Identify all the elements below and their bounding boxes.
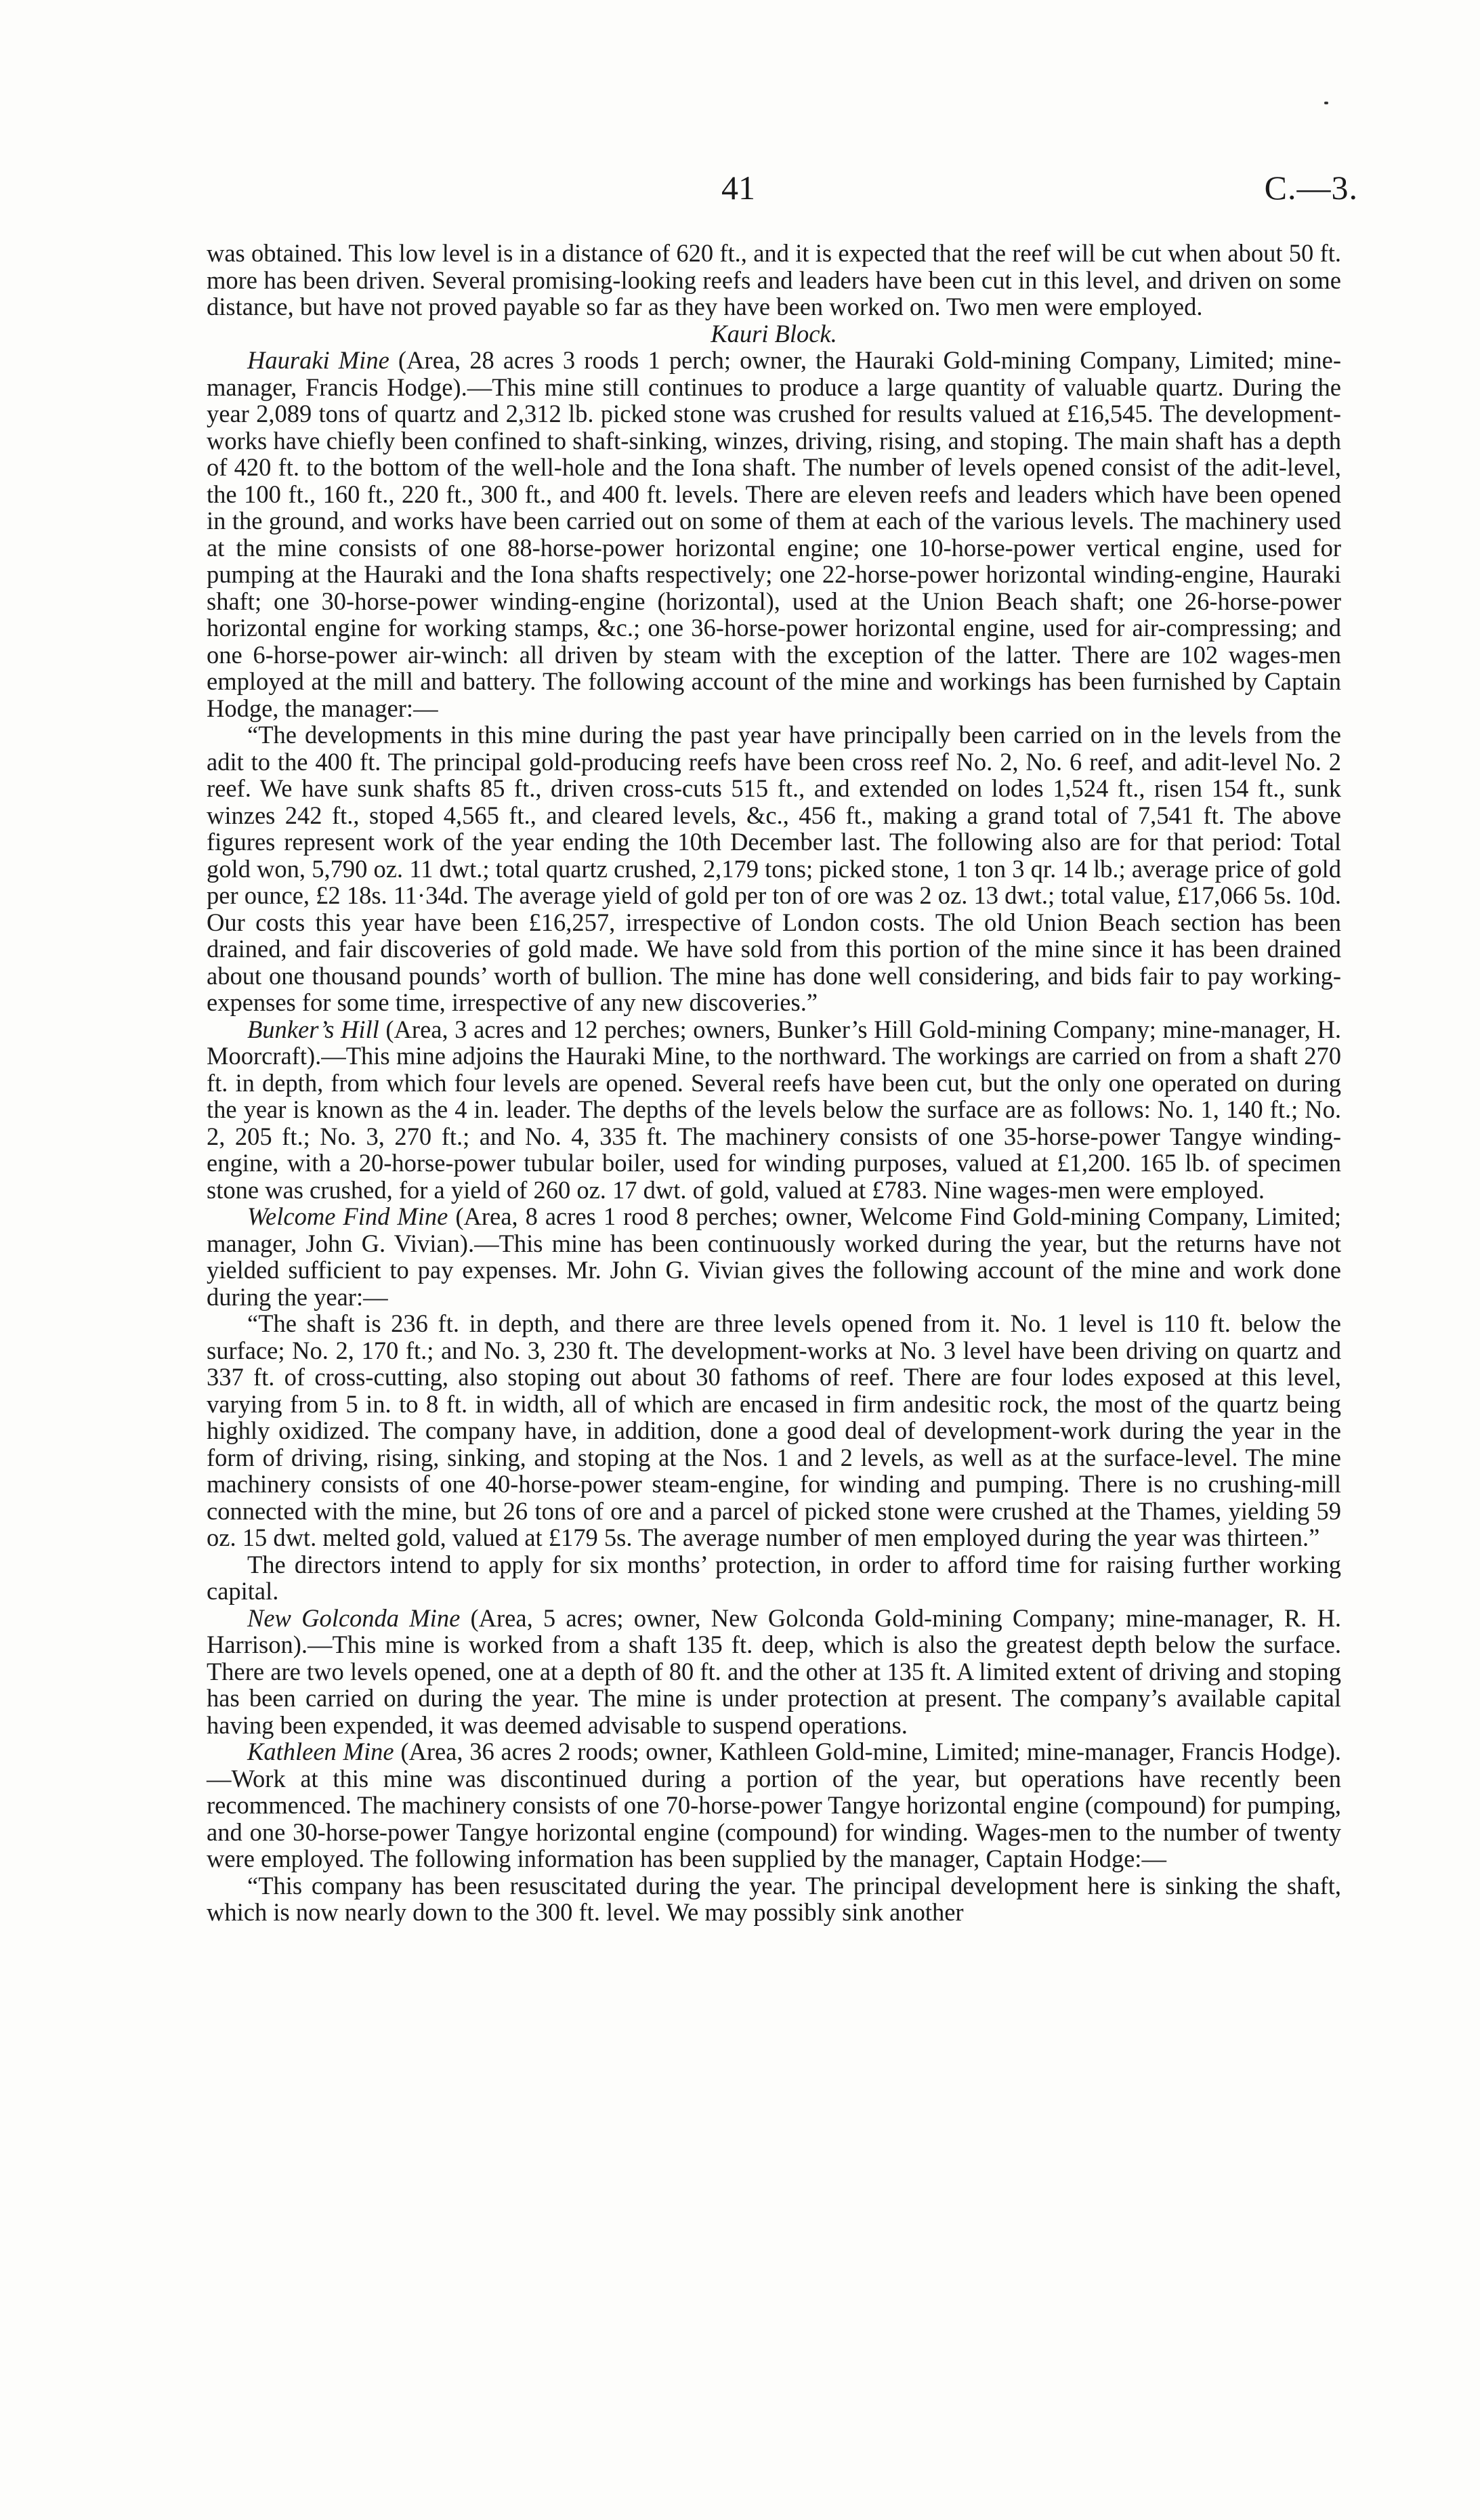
paragraph-hauraki-text: (Area, 28 acres 3 roods 1 perch; owner, the Hauraki Gold-mining Company, Limited; mine-manager, Francis Hodge).—This mine still continues to produce a large quantity of valuable quartz. During the year 2,089 tons of quartz and 2,312 lb. picked stone was crushed for results valued at £16,545. The development-works have chiefly been confined to shaft-sinking, winzes, driving, rising, and stoping. The main shaft has a depth of 420 ft. to the bottom of the well-hole and the Iona shaft. The number of levels opened consist of the adit-level, the 100 ft., 160 ft., 220 ft., 300 ft., and 400 ft. levels. There are eleven reefs and leaders which have been opened in the ground, and works have been carried out on some of them at each of the various levels. The machinery used at the mine consists of one 88-horse-power horizontal engine; one 10-horse-power vertical engine, used for pumping at the Hauraki and the Iona shafts respectively; one 22-horse-power horizontal winding-engine, Hauraki shaft; one 30-horse-power winding-engine (horizontal), used at the Union Beach shaft; one 26-horse-power horizontal engine for working stamps, &c.; one 36-horse-power horizontal engine, used for air-compressing; and one 6-horse-power air-winch: all driven by steam with the exception of the latter. There are 102 wages-men employed at the mill and battery. The following account of the mine and workings has been furnished by Captain Hodge, the manager:—	[207, 346, 1342, 722]
mine-name-new-golconda: New Golconda Mine	[247, 1603, 461, 1632]
paragraph-directors-protection: The directors intend to apply for six months’ protection, in order to afford time for raising further working capital.	[207, 1550, 1341, 1605]
quote-kathleen-manager: “This company has been resuscitated during the year. The principal development here is sinking the shaft, which is now nearly down to the 300 ft. level. We may possibly sink another	[207, 1871, 1341, 1926]
mine-name-welcome-find: Welcome Find Mine	[247, 1202, 448, 1230]
paragraph-new-golconda-text: (Area, 5 acres; owner, New Golconda Gold-mining Company; mine-manager, R. H. Harrison).—This mine is worked from a shaft 135 ft. deep, which is also the greatest depth below the surface. There are two levels opened, one at a depth of 80 ft. and the other at 135 ft. A limited extent of driving and stoping has been carried on during the year. The mine is under protection at present. The company’s available capital having been expended, it was deemed advisable to suspend operations.	[207, 1603, 1341, 1739]
paragraph-bunkers-hill-text: (Area, 3 acres and 12 perches; owners, Bunker’s Hill Gold-mining Company; mine-manager, H. Moorcraft).—This mine adjoins the Hauraki Mine, to the northward. The workings are carried on from a shaft 270 ft. in depth, from which four levels are opened. Several reefs have been cut, but the only one operated on during the year is known as the 4 in. leader. The depths of the levels below the surface are as follows: No. 1, 140 ft.; No. 2, 205 ft.; No. 3, 270 ft.; and No. 4, 335 ft. The machinery consists of one 35-horse-power Tangye winding-engine, with a 20-horse-power tubular boiler, used for winding purposes, valued at £1,200. 165 lb. of specimen stone was crushed, for a yield of 260 oz. 17 dwt. of gold, valued at £783. Nine wages-men were employed.	[207, 1015, 1341, 1204]
paragraph-welcome-find-text: (Area, 8 acres 1 rood 8 perches; owner, Welcome Find Gold-mining Company, Limited; manager, John G. Vivian).—This mine has been continuously worked during the year, but the returns have not yielded sufficient to pay expenses. Mr. John G. Vivian gives the following account of the mine and work done during the year:—	[207, 1202, 1342, 1311]
quote-hauraki-manager: “The developments in this mine during the past year have principally been carried on in the levels from the adit to the 400 ft. The principal gold-producing reefs have been cross reef No. 2, No. 6 reef, and adit-level No. 2 reef. We have sunk shafts 85 ft., driven cross-cuts 515 ft., and extended on lodes 1,524 ft., risen 154 ft., sunk winzes 242 ft., stoped 4,565 ft., and cleared levels, &c., 456 ft., making a grand total of 7,541 ft. The above figures represent work of the year ending the 10th December last. The following also are for that period: Total gold won, 5,790 oz. 11 dwt.; total quartz crushed, 2,179 tons; picked stone, 1 ton 3 qr. 14 lb.; average price of gold per ounce, £2 18s. 11·34d. The average yield of gold per ton of ore was 2 oz. 13 dwt.; total value, £17,066 5s. 10d. Our costs this year have been £16,257, irrespective of London costs. The old Union Beach section has been drained, and fair discoveries of gold made. We have sold from this portion of the mine since it has been drained about one thousand pounds’ worth of bullion. The mine has done well considering, and bids fair to pay working-expenses for some time, irrespective of any new discoveries.”	[207, 721, 1341, 1016]
paragraph-bunkers-hill	[207, 1016, 1341, 1204]
mine-name-bunkers-hill: Bunker’s Hill	[247, 1015, 379, 1043]
paragraph-kathleen-text: (Area, 36 acres 2 roods; owner, Kathleen Gold-mine, Limited; mine-manager, Francis Hodge).—Work at this mine was discontinued during a portion of the year, but operations have recently been recommenced. The machinery consists of one 70-horse-power Tangye horizontal engine (compound) for pumping, and one 30-horse-power Tangye horizontal engine (compound) for winding. Wages-men to the number of twenty were employed. The following information has been supplied by the manager, Captain Hodge:—	[207, 1738, 1341, 1872]
report-code: C.—3.	[1264, 169, 1358, 207]
paragraph-new-golconda	[207, 1605, 1341, 1739]
page-header	[0, 168, 1480, 215]
paragraph-hauraki-mine	[207, 347, 1341, 721]
page-number: 41	[721, 169, 755, 207]
body-text	[207, 240, 1341, 1926]
mine-name-kathleen: Kathleen Mine	[247, 1738, 394, 1765]
ink-speck	[1324, 102, 1328, 104]
paragraph-continuation: was obtained. This low level is in a distance of 620 ft., and it is expected that the reef will be cut when about 50 ft. more has been driven. Several promising-looking reefs and leaders have been cut in this level, and driven on some distance, but have not proved payable so far as they have been worked on. Two men were employed.	[207, 239, 1341, 320]
section-heading-kauri-block: Kauri Block.	[711, 319, 837, 348]
quote-welcome-find-manager: “The shaft is 236 ft. in depth, and there are three levels opened from it. No. 1 level is 110 ft. below the surface; No. 2, 170 ft.; and No. 3, 230 ft. The development-works at No. 3 level have been driving on quartz and 337 ft. of cross-cutting, also stoping out about 30 fathoms of reef. There are four lodes exposed at this level, varying from 5 in. to 8 ft. in width, all of which are encased in firm andesitic rock, the most of the quartz being highly oxidized. The company have, in addition, done a good deal of development-work during the year in the form of driving, rising, sinking, and stoping at the Nos. 1 and 2 levels, as well as at the surface-level. The mine machinery consists of one 40-horse-power steam-engine, for winding and pumping. There is no crushing-mill connected with the mine, but 26 tons of ore and a parcel of picked stone were crushed at the Thames, yielding 59 oz. 15 dwt. melted gold, valued at £179 5s. The average number of men employed during the year was thirteen.”	[207, 1309, 1341, 1551]
paragraph-welcome-find	[207, 1203, 1341, 1310]
mine-name-hauraki: Hauraki Mine	[247, 346, 389, 374]
paragraph-kathleen-mine	[207, 1738, 1341, 1872]
